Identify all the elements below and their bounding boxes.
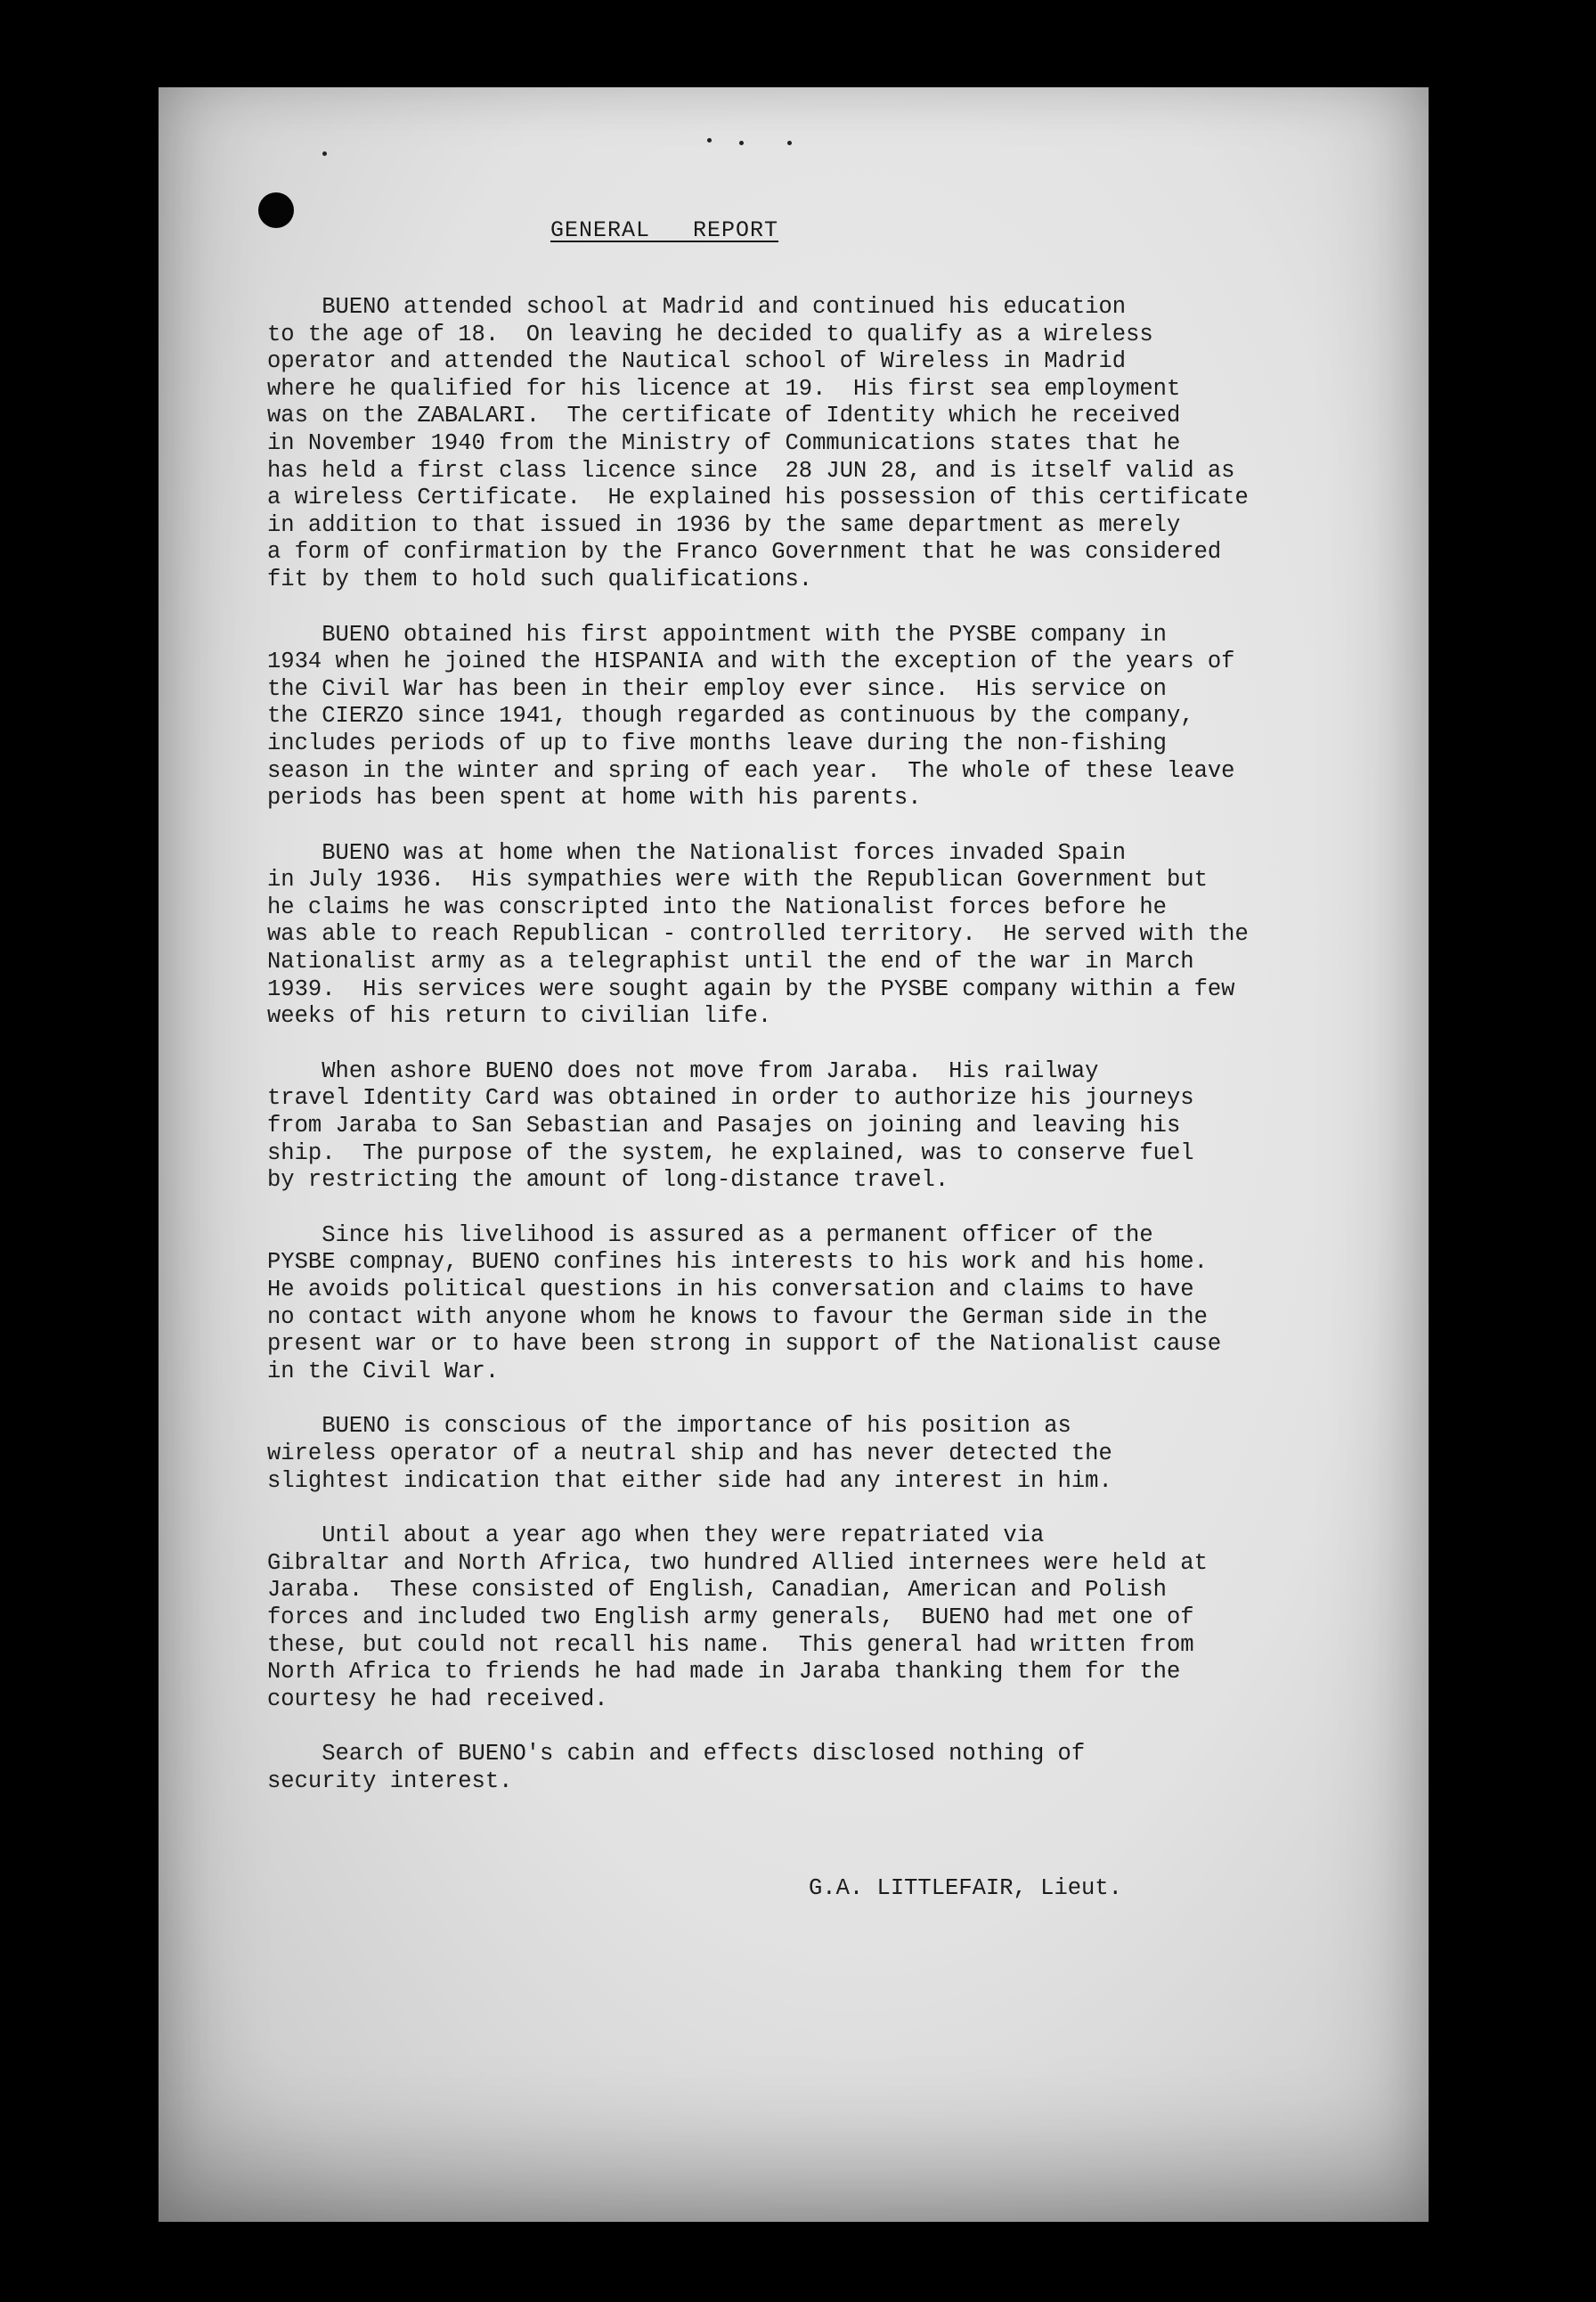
text-line: BUENO obtained his first appointment with the PYSBE company in [267, 621, 1167, 648]
text-line: PYSBE compnay, BUENO confines his interests to his work and his home. [267, 1249, 1208, 1276]
text-line: wireless operator of a neutral ship and has never detected the [267, 1440, 1112, 1466]
text-line: to the age of 18. On leaving he decided to qualify as a wireless [267, 321, 1153, 347]
text-line: slightest indication that either side had any interest in him. [267, 1467, 1112, 1494]
text-line: in the Civil War. [267, 1358, 500, 1384]
report-paragraph [267, 1413, 1416, 1495]
punch-hole [258, 192, 294, 228]
report-paragraph [267, 840, 1416, 1031]
speck [739, 141, 744, 145]
text-line: from Jaraba to San Sebastian and Pasajes on joining and leaving his [267, 1113, 1181, 1139]
text-line: by restricting the amount of long-distance travel. [267, 1167, 949, 1194]
text-line: periods has been spent at home with his parents. [267, 785, 922, 812]
text-line: no contact with anyone whom he knows to favour the German side in the [267, 1303, 1208, 1330]
text-line: includes periods of up to five months leave during the non-fishing [267, 730, 1167, 756]
speck [322, 151, 327, 156]
text-line: forces and included two English army generals, BUENO had met one of [267, 1604, 1194, 1630]
text-line: 1939. His services were sought again by the PYSBE company within a few [267, 975, 1235, 1002]
text-line: weeks of his return to civilian life. [267, 1003, 772, 1030]
report-body [267, 294, 1416, 1824]
report-title: GENERAL REPORT [550, 217, 779, 243]
text-line: ship. The purpose of the system, he explained, was to conserve fuel [267, 1139, 1194, 1166]
text-line: the CIERZO since 1941, though regarded as continuous by the company, [267, 703, 1194, 730]
text-line: BUENO is conscious of the importance of his position as [267, 1413, 1071, 1440]
text-line: a form of confirmation by the Franco Government that he was considered [267, 539, 1222, 566]
report-paragraph [267, 1741, 1416, 1795]
text-line: North Africa to friends he had made in Jaraba thanking them for the [267, 1659, 1181, 1686]
text-line: operator and attended the Nautical school of Wireless in Madrid [267, 348, 1127, 375]
text-line: he claims he was conscripted into the Nationalist forces before he [267, 894, 1167, 920]
text-line: in addition to that issued in 1936 by the same department as merely [267, 511, 1181, 538]
text-line: Since his livelihood is assured as a permanent officer of the [267, 1221, 1153, 1248]
text-line: Nationalist army as a telegraphist until the end of the war in March [267, 949, 1194, 975]
signature: G.A. LITTLEFAIR, Lieut. [809, 1875, 1122, 1901]
text-line: BUENO was at home when the Nationalist forces invaded Spain [267, 839, 1127, 866]
text-line: the Civil War has been in their employ ever since. His service on [267, 675, 1167, 702]
text-line: in November 1940 from the Ministry of Communications states that he [267, 429, 1181, 456]
text-line: a wireless Certificate. He explained his possession of this certificate [267, 485, 1249, 511]
speck [787, 141, 792, 145]
text-line: Gibraltar and North Africa, two hundred Allied internees were held at [267, 1549, 1208, 1576]
text-line: security interest. [267, 1767, 513, 1794]
text-line: He avoids political questions in his conversation and claims to have [267, 1277, 1194, 1302]
text-line: BUENO attended school at Madrid and continued his education [267, 294, 1127, 320]
text-line: was able to reach Republican - controlled territory. He served with the [267, 921, 1249, 948]
text-line: Search of BUENO's cabin and effects disclosed nothing of [267, 1741, 1086, 1767]
text-line: has held a first class licence since 28 JUN 28, and is itself valid as [267, 457, 1235, 484]
text-line: When ashore BUENO does not move from Jaraba. His railway [267, 1057, 1099, 1084]
text-line: where he qualified for his licence at 19. His first sea employment [267, 375, 1181, 402]
report-paragraph [267, 294, 1416, 594]
text-line: season in the winter and spring of each year. The whole of these leave [267, 757, 1235, 784]
report-paragraph [267, 1058, 1416, 1195]
report-paragraph [267, 1222, 1416, 1386]
document-page [159, 87, 1429, 2222]
text-line: 1934 when he joined the HISPANIA and with the exception of the years of [267, 649, 1235, 675]
text-line: in July 1936. His sympathies were with the Republican Government but [267, 867, 1208, 894]
speck [707, 138, 712, 143]
text-line: courtesy he had received. [267, 1686, 608, 1712]
text-line: travel Identity Card was obtained in order to authorize his journeys [267, 1085, 1194, 1112]
text-line: was on the ZABALARI. The certificate of Identity which he received [267, 403, 1181, 429]
report-paragraph [267, 622, 1416, 812]
text-line: fit by them to hold such qualifications. [267, 566, 813, 592]
text-line: Until about a year ago when they were repatriated via [267, 1522, 1045, 1549]
text-line: present war or to have been strong in support of the Nationalist cause [267, 1331, 1222, 1358]
text-line: Jaraba. These consisted of English, Canadian, American and Polish [267, 1577, 1167, 1604]
report-paragraph [267, 1522, 1416, 1713]
text-line: these, but could not recall his name. This general had written from [267, 1631, 1194, 1658]
